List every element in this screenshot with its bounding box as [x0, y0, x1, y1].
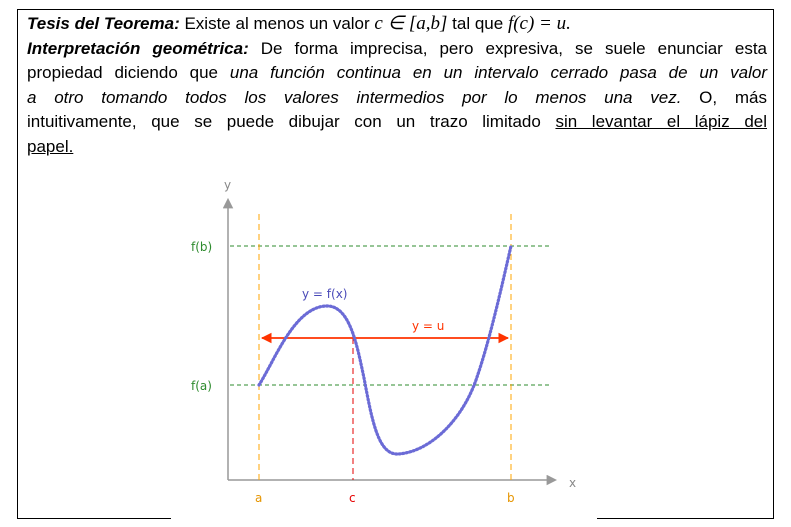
- x-axis-label: x: [569, 476, 577, 490]
- tesis-text-before: Existe al menos un valor: [179, 14, 375, 33]
- interpretacion-heading: Interpretación geométrica:: [27, 38, 249, 58]
- c-tick-label: c: [349, 491, 356, 505]
- interpretacion-line5-underlined: papel.: [27, 136, 74, 156]
- interpretacion-line2-plain: propiedad diciendo que: [27, 63, 230, 82]
- interpretacion-line1-text: De forma imprecisa, pero expresiva, se suele enunciar esta: [248, 38, 767, 58]
- y-axis-label: y: [224, 178, 232, 192]
- a-tick-label: a: [255, 491, 263, 505]
- interpretacion-line4-underlined: sin levantar el lápiz del: [555, 112, 767, 131]
- interpretacion-line2-italic: una función continua en un intervalo cerrado pasa de un valor: [229, 63, 768, 82]
- u-label: y = u: [412, 319, 445, 333]
- b-tick-label: b: [507, 491, 515, 505]
- curve-label: y = f(x): [302, 287, 348, 301]
- tesis-math-equation: f(c) = u.: [507, 13, 571, 34]
- tesis-heading: Tesis del Teorema:: [27, 14, 180, 33]
- fb-label: f(b): [191, 240, 213, 254]
- interpretacion-line4-plain: intuitivamente, que se puede dibujar con un trazo limitado: [27, 112, 556, 131]
- function-curve: [259, 246, 511, 454]
- tesis-math-interval: c ∈ [a,b]: [374, 13, 448, 34]
- fa-label: f(a): [191, 379, 212, 393]
- interpretacion-line3-italic: a otro tomando todos los valores intermedios por lo menos una vez.: [27, 87, 682, 107]
- interpretacion-line3-plain: O, más: [681, 87, 767, 107]
- tesis-text-middle: tal que: [447, 14, 508, 33]
